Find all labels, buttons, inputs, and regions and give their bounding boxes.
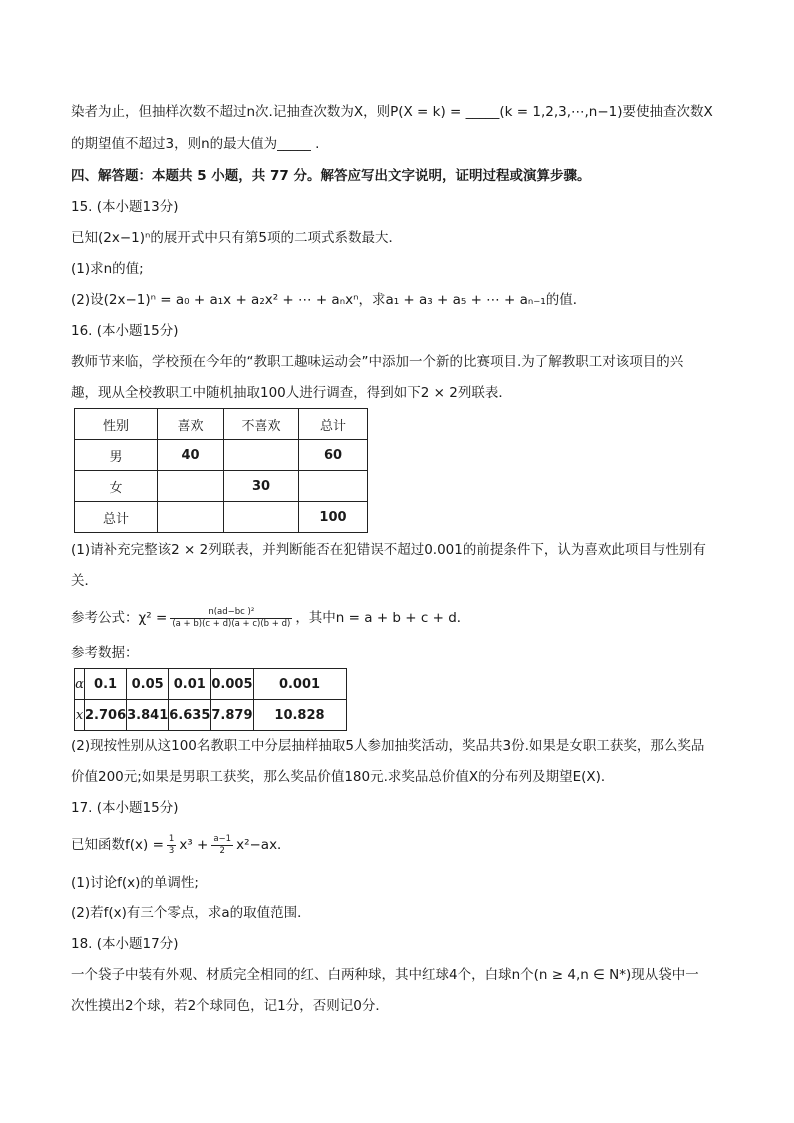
reference-data-label: 参考数据： — [71, 645, 139, 661]
table-cell: x — [75, 700, 85, 731]
question-17-heading: 17. (本小题15分) — [71, 800, 179, 816]
function-suffix: x²−ax． — [236, 837, 291, 853]
question-15-part-1: (1)求n的值; — [71, 261, 144, 277]
table-cell — [224, 502, 299, 533]
question-16-part-1: 关． — [71, 573, 98, 589]
function-middle: x³ + — [179, 837, 209, 853]
table-cell: 0.1 — [85, 669, 127, 700]
table-cell — [299, 471, 368, 502]
table-cell: 性别 — [75, 409, 158, 440]
table-cell: 0.05 — [127, 669, 169, 700]
fraction-numerator: a−1 — [213, 833, 232, 844]
table-cell: 总计 — [75, 502, 158, 533]
text-line: 的期望值不超过3，则n的最大值为_____ . — [71, 136, 320, 152]
table-cell: 40 — [158, 440, 224, 471]
question-17-text — [71, 832, 291, 858]
table-row — [75, 700, 347, 731]
table-cell: 10.828 — [253, 700, 346, 731]
table-cell: 7.879 — [211, 700, 253, 731]
table-cell — [158, 502, 224, 533]
table-row — [75, 669, 347, 700]
chi-square-fraction — [170, 607, 292, 630]
table-cell: 30 — [224, 471, 299, 502]
table-cell: 男 — [75, 440, 158, 471]
question-16-part-1: (1)请补充完整该2 × 2列联表，并判断能否在犯错误不超过0.001的前提条件下，认为喜欢此项目与性别有 — [71, 542, 706, 558]
fraction — [167, 834, 176, 857]
fraction-denominator: 2 — [219, 845, 225, 856]
question-15-heading: 15. (本小题13分) — [71, 199, 179, 215]
contingency-table — [74, 408, 368, 533]
table-cell — [158, 471, 224, 502]
text-line: 染者为止，但抽样次数不超过n次.记抽查次数为X，则P(X = k) = _____(k = 1,2,3,⋯,n−1)要使抽查次数X — [71, 104, 713, 120]
fraction-numerator: 1 — [168, 833, 175, 844]
fraction-denominator: (a + b)(c + d)(a + c)(b + d) — [172, 618, 291, 629]
question-16-part-2: (2)现按性别从这100名教职工中分层抽样抽取5人参加抽奖活动，奖品共3份.如果是女职工获奖，那么奖品 — [71, 738, 705, 754]
question-16-heading: 16. (本小题15分) — [71, 323, 179, 339]
question-18-text: 次性摸出2个球，若2个球同色，记1分，否则记0分． — [71, 998, 389, 1014]
table-cell: 喜欢 — [158, 409, 224, 440]
table-cell: 60 — [299, 440, 368, 471]
table-cell: 女 — [75, 471, 158, 502]
table-row — [75, 471, 368, 502]
table-cell: 0.001 — [253, 669, 346, 700]
question-16-text: 趣，现从全校教职工中随机抽取100人进行调查，得到如下2 × 2列联表． — [71, 385, 512, 401]
table-cell: 0.005 — [211, 669, 253, 700]
question-15-part-2: (2)设(2x−1)ⁿ = a₀ + a₁x + a₂x² + ⋯ + aₙxⁿ，求a₁ + a₃ + a₅ + ⋯ + aₙ₋₁的值． — [71, 292, 587, 308]
fraction — [211, 834, 233, 857]
question-17-part-2: (2)若f(x)有三个零点，求a的取值范围． — [71, 905, 311, 921]
question-18-heading: 18. (本小题17分) — [71, 936, 179, 952]
table-cell: 6.635 — [169, 700, 211, 731]
table-cell: 不喜欢 — [224, 409, 299, 440]
question-16-part-2: 价值200元;如果是男职工获奖，那么奖品价值180元.求奖品总价值X的分布列及期望E(X)． — [71, 769, 615, 785]
reference-formula — [71, 604, 470, 632]
table-row — [75, 409, 368, 440]
question-17-part-1: (1)讨论f(x)的单调性; — [71, 875, 199, 891]
question-16-text: 教师节来临，学校预在今年的“教职工趣味运动会”中添加一个新的比赛项目.为了解教职工对该项目的兴 — [71, 354, 684, 370]
table-cell: α — [75, 669, 85, 700]
table-cell: 2.706 — [85, 700, 127, 731]
function-prefix: 已知函数f(x) = — [71, 837, 164, 853]
formula-prefix: 参考公式：χ² = — [71, 610, 168, 626]
critical-values-table — [74, 668, 347, 731]
table-cell: 100 — [299, 502, 368, 533]
table-cell: 0.01 — [169, 669, 211, 700]
table-row — [75, 502, 368, 533]
formula-suffix: ，其中n = a + b + c + d． — [295, 610, 471, 626]
table-cell: 3.841 — [127, 700, 169, 731]
fraction-denominator: 3 — [168, 845, 175, 856]
table-cell: 总计 — [299, 409, 368, 440]
question-15-text: 已知(2x−1)ⁿ的展开式中只有第5项的二项式系数最大． — [71, 230, 402, 246]
table-row — [75, 440, 368, 471]
table-cell — [224, 440, 299, 471]
fraction-numerator: n(ad−bc )² — [170, 607, 292, 619]
question-18-text: 一个袋子中装有外观、材质完全相同的红、白两种球，其中红球4个，白球n个(n ≥ 4,n ∈ N*)现从袋中一 — [71, 967, 699, 983]
section-heading: 四、解答题：本题共 5 小题，共 77 分。解答应写出文字说明，证明过程或演算步骤。 — [71, 168, 591, 184]
